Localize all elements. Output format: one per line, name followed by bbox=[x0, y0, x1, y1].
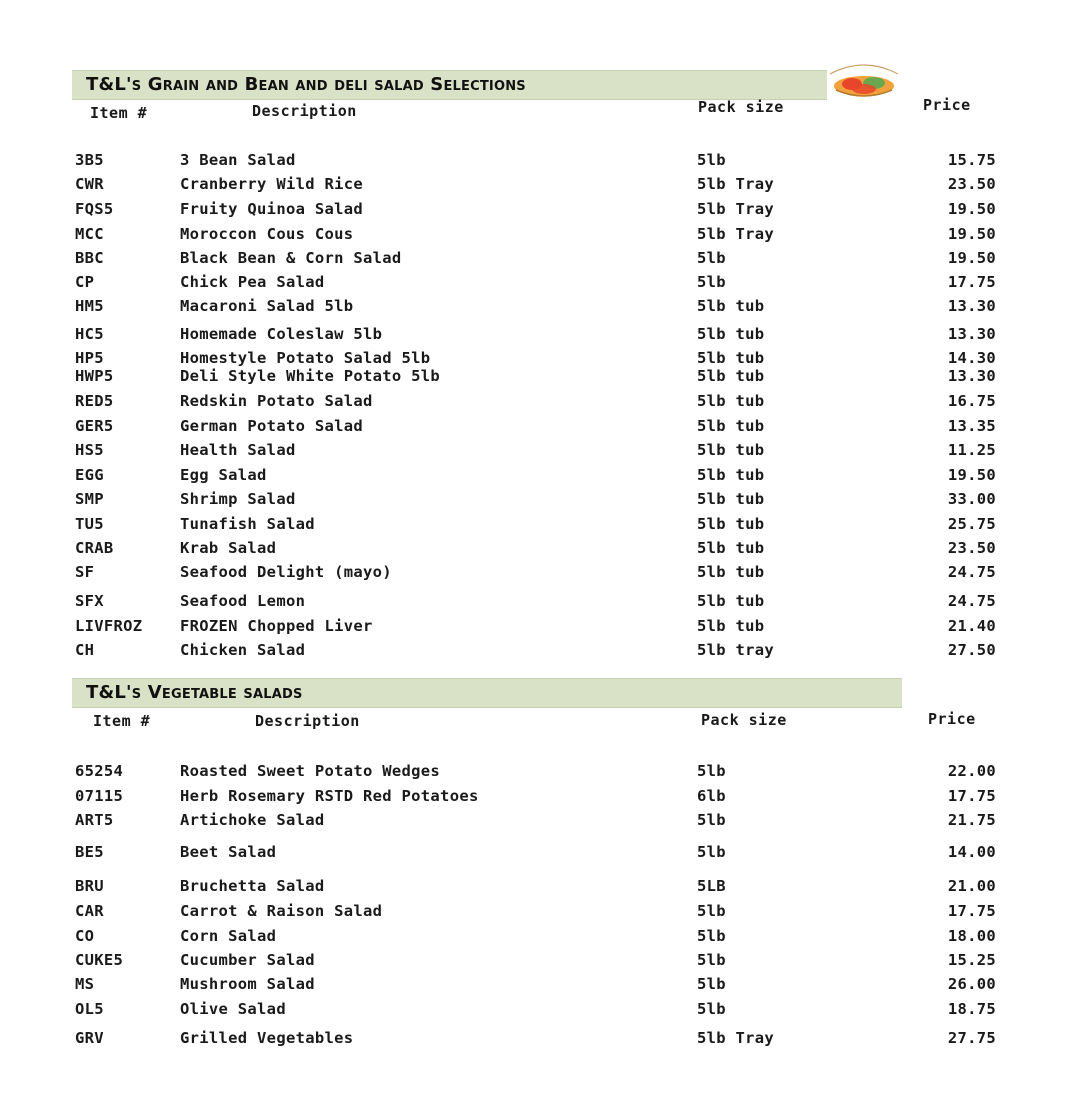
price: 19.50 bbox=[947, 225, 996, 243]
price: 17.75 bbox=[947, 273, 996, 291]
pack-size: 5lb bbox=[697, 811, 726, 829]
pack-size: 5lb bbox=[697, 273, 726, 291]
pack-size: 5lb bbox=[697, 927, 726, 945]
price: 23.50 bbox=[947, 175, 996, 193]
item-code: CH bbox=[75, 641, 95, 659]
pack-size: 5lb bbox=[697, 902, 726, 920]
item-code: HS5 bbox=[75, 441, 104, 459]
table-row bbox=[0, 349, 1066, 369]
item-description: Cranberry Wild Rice bbox=[180, 175, 364, 193]
table-row bbox=[0, 843, 1066, 863]
item-code: BE5 bbox=[75, 843, 104, 861]
pack-size: 5lb tub bbox=[697, 490, 765, 508]
item-code: SF bbox=[75, 563, 95, 581]
item-description: Grilled Vegetables bbox=[180, 1029, 354, 1047]
table-row bbox=[0, 951, 1066, 971]
table-row bbox=[0, 1029, 1066, 1049]
price: 18.00 bbox=[947, 927, 996, 945]
item-code: HM5 bbox=[75, 297, 104, 315]
table-row bbox=[0, 877, 1066, 897]
item-code: CWR bbox=[75, 175, 104, 193]
item-code: SMP bbox=[75, 490, 104, 508]
pack-size: 5lb tub bbox=[697, 466, 765, 484]
price: 14.00 bbox=[947, 843, 996, 861]
price: 13.35 bbox=[947, 417, 996, 435]
pack-size: 5lb tub bbox=[697, 297, 765, 315]
table-row bbox=[0, 225, 1066, 245]
item-code: MS bbox=[75, 975, 95, 993]
item-description: Moroccon Cous Cous bbox=[180, 225, 354, 243]
item-description: Tunafish Salad bbox=[180, 515, 315, 533]
item-code: CP bbox=[75, 273, 95, 291]
pack-size: 5lb Tray bbox=[697, 200, 775, 218]
item-description: Black Bean & Corn Salad bbox=[180, 249, 402, 267]
item-description: Corn Salad bbox=[180, 927, 277, 945]
item-description: Beet Salad bbox=[180, 843, 277, 861]
table-row bbox=[0, 539, 1066, 559]
item-description: Homestyle Potato Salad 5lb bbox=[180, 349, 431, 367]
item-description: Bruchetta Salad bbox=[180, 877, 325, 895]
column-header-item: Item # bbox=[93, 712, 151, 730]
item-code: 3B5 bbox=[75, 151, 104, 169]
pack-size: 5lb tub bbox=[697, 539, 765, 557]
item-description: Homemade Coleslaw 5lb bbox=[180, 325, 383, 343]
pack-size: 5lb tub bbox=[697, 563, 765, 581]
table-row bbox=[0, 641, 1066, 661]
item-description: Macaroni Salad 5lb bbox=[180, 297, 354, 315]
price: 11.25 bbox=[947, 441, 996, 459]
price: 27.50 bbox=[947, 641, 996, 659]
table-row bbox=[0, 297, 1066, 317]
price: 21.40 bbox=[947, 617, 996, 635]
table-row bbox=[0, 787, 1066, 807]
table-row bbox=[0, 617, 1066, 637]
table-row bbox=[0, 325, 1066, 345]
item-code: 65254 bbox=[75, 762, 124, 780]
item-code: BBC bbox=[75, 249, 104, 267]
table-row bbox=[0, 273, 1066, 293]
price: 24.75 bbox=[947, 563, 996, 581]
table-row bbox=[0, 902, 1066, 922]
column-header-price: Price bbox=[923, 96, 971, 114]
price: 24.75 bbox=[947, 592, 996, 610]
item-code: RED5 bbox=[75, 392, 114, 410]
item-description: Olive Salad bbox=[180, 1000, 286, 1018]
column-header-description: Description bbox=[252, 102, 357, 120]
table-row bbox=[0, 175, 1066, 195]
pack-size: 5lb tub bbox=[697, 417, 765, 435]
item-code: HC5 bbox=[75, 325, 104, 343]
table-row bbox=[0, 975, 1066, 995]
price: 13.30 bbox=[947, 297, 996, 315]
pack-size: 5lb tub bbox=[697, 617, 765, 635]
table-row bbox=[0, 592, 1066, 612]
price: 21.75 bbox=[947, 811, 996, 829]
item-description: Mushroom Salad bbox=[180, 975, 315, 993]
column-header-pack-size: Pack size bbox=[701, 711, 787, 729]
price: 16.75 bbox=[947, 392, 996, 410]
price: 25.75 bbox=[947, 515, 996, 533]
column-header-price: Price bbox=[928, 710, 976, 728]
item-description: Shrimp Salad bbox=[180, 490, 296, 508]
pack-size: 5lb Tray bbox=[697, 225, 775, 243]
column-header-item: Item # bbox=[90, 104, 148, 122]
item-description: Krab Salad bbox=[180, 539, 277, 557]
table-row bbox=[0, 441, 1066, 461]
table-row bbox=[0, 417, 1066, 437]
price: 22.00 bbox=[947, 762, 996, 780]
pack-size: 5lb tub bbox=[697, 392, 765, 410]
item-description: Roasted Sweet Potato Wedges bbox=[180, 762, 441, 780]
table-row bbox=[0, 927, 1066, 947]
pack-size: 5lb bbox=[697, 151, 726, 169]
item-code: LIVFROZ bbox=[75, 617, 143, 635]
section-title: T&L's Vegetable salads bbox=[86, 682, 303, 703]
price: 15.75 bbox=[947, 151, 996, 169]
column-header-pack-size: Pack size bbox=[698, 98, 784, 116]
item-description: Seafood Lemon bbox=[180, 592, 306, 610]
price: 26.00 bbox=[947, 975, 996, 993]
item-description: German Potato Salad bbox=[180, 417, 364, 435]
pack-size: 5lb bbox=[697, 249, 726, 267]
item-code: CUKE5 bbox=[75, 951, 124, 969]
section-title: T&L's Grain and Bean and deli salad Selections bbox=[86, 74, 526, 95]
price: 13.30 bbox=[947, 367, 996, 385]
item-description: Health Salad bbox=[180, 441, 296, 459]
table-row bbox=[0, 563, 1066, 583]
pack-size: 5lb tub bbox=[697, 592, 765, 610]
item-code: GER5 bbox=[75, 417, 114, 435]
pack-size: 5lb tray bbox=[697, 641, 775, 659]
item-code: GRV bbox=[75, 1029, 104, 1047]
pack-size: 5lb tub bbox=[697, 367, 765, 385]
table-row bbox=[0, 762, 1066, 782]
pack-size: 5lb bbox=[697, 1000, 726, 1018]
item-code: OL5 bbox=[75, 1000, 104, 1018]
item-code: MCC bbox=[75, 225, 104, 243]
price: 18.75 bbox=[947, 1000, 996, 1018]
item-description: 3 Bean Salad bbox=[180, 151, 296, 169]
price: 19.50 bbox=[947, 249, 996, 267]
item-description: Artichoke Salad bbox=[180, 811, 325, 829]
price: 19.50 bbox=[947, 466, 996, 484]
price: 17.75 bbox=[947, 787, 996, 805]
item-code: CO bbox=[75, 927, 95, 945]
item-description: Egg Salad bbox=[180, 466, 267, 484]
pack-size: 5lb Tray bbox=[697, 1029, 775, 1047]
table-row bbox=[0, 200, 1066, 220]
item-description: Seafood Delight (mayo) bbox=[180, 563, 392, 581]
item-code: BRU bbox=[75, 877, 104, 895]
price: 15.25 bbox=[947, 951, 996, 969]
price: 23.50 bbox=[947, 539, 996, 557]
item-description: Redskin Potato Salad bbox=[180, 392, 373, 410]
price: 33.00 bbox=[947, 490, 996, 508]
pack-size: 6lb bbox=[697, 787, 726, 805]
pack-size: 5lb tub bbox=[697, 349, 765, 367]
item-code: EGG bbox=[75, 466, 104, 484]
item-description: Cucumber Salad bbox=[180, 951, 315, 969]
item-code: SFX bbox=[75, 592, 104, 610]
table-row bbox=[0, 367, 1066, 387]
pack-size: 5LB bbox=[697, 877, 726, 895]
pack-size: 5lb bbox=[697, 843, 726, 861]
item-description: Chicken Salad bbox=[180, 641, 306, 659]
price: 21.00 bbox=[947, 877, 996, 895]
pack-size: 5lb Tray bbox=[697, 175, 775, 193]
item-code: TU5 bbox=[75, 515, 104, 533]
item-code: ART5 bbox=[75, 811, 114, 829]
item-description: FROZEN Chopped Liver bbox=[180, 617, 373, 635]
item-description: Fruity Quinoa Salad bbox=[180, 200, 364, 218]
table-row bbox=[0, 515, 1066, 535]
price: 27.75 bbox=[947, 1029, 996, 1047]
price: 19.50 bbox=[947, 200, 996, 218]
item-description: Herb Rosemary RSTD Red Potatoes bbox=[180, 787, 479, 805]
table-row bbox=[0, 466, 1066, 486]
pack-size: 5lb bbox=[697, 951, 726, 969]
table-row bbox=[0, 392, 1066, 412]
pack-size: 5lb tub bbox=[697, 325, 765, 343]
item-code: CAR bbox=[75, 902, 104, 920]
table-row bbox=[0, 249, 1066, 269]
column-header-description: Description bbox=[255, 712, 360, 730]
table-row bbox=[0, 490, 1066, 510]
item-description: Chick Pea Salad bbox=[180, 273, 325, 291]
pack-size: 5lb bbox=[697, 975, 726, 993]
item-code: HWP5 bbox=[75, 367, 114, 385]
price: 17.75 bbox=[947, 902, 996, 920]
salad-bowl-logo-icon bbox=[824, 62, 904, 102]
item-description: Carrot & Raison Salad bbox=[180, 902, 383, 920]
pack-size: 5lb tub bbox=[697, 515, 765, 533]
table-row bbox=[0, 151, 1066, 171]
item-code: FQS5 bbox=[75, 200, 114, 218]
section-banner-grain-bean bbox=[72, 70, 827, 100]
price: 13.30 bbox=[947, 325, 996, 343]
section-banner-vegetable bbox=[72, 678, 902, 708]
table-row bbox=[0, 811, 1066, 831]
item-code: 07115 bbox=[75, 787, 124, 805]
pack-size: 5lb bbox=[697, 762, 726, 780]
price: 14.30 bbox=[947, 349, 996, 367]
item-description: Deli Style White Potato 5lb bbox=[180, 367, 441, 385]
item-code: CRAB bbox=[75, 539, 114, 557]
item-code: HP5 bbox=[75, 349, 104, 367]
pack-size: 5lb tub bbox=[697, 441, 765, 459]
table-row bbox=[0, 1000, 1066, 1020]
